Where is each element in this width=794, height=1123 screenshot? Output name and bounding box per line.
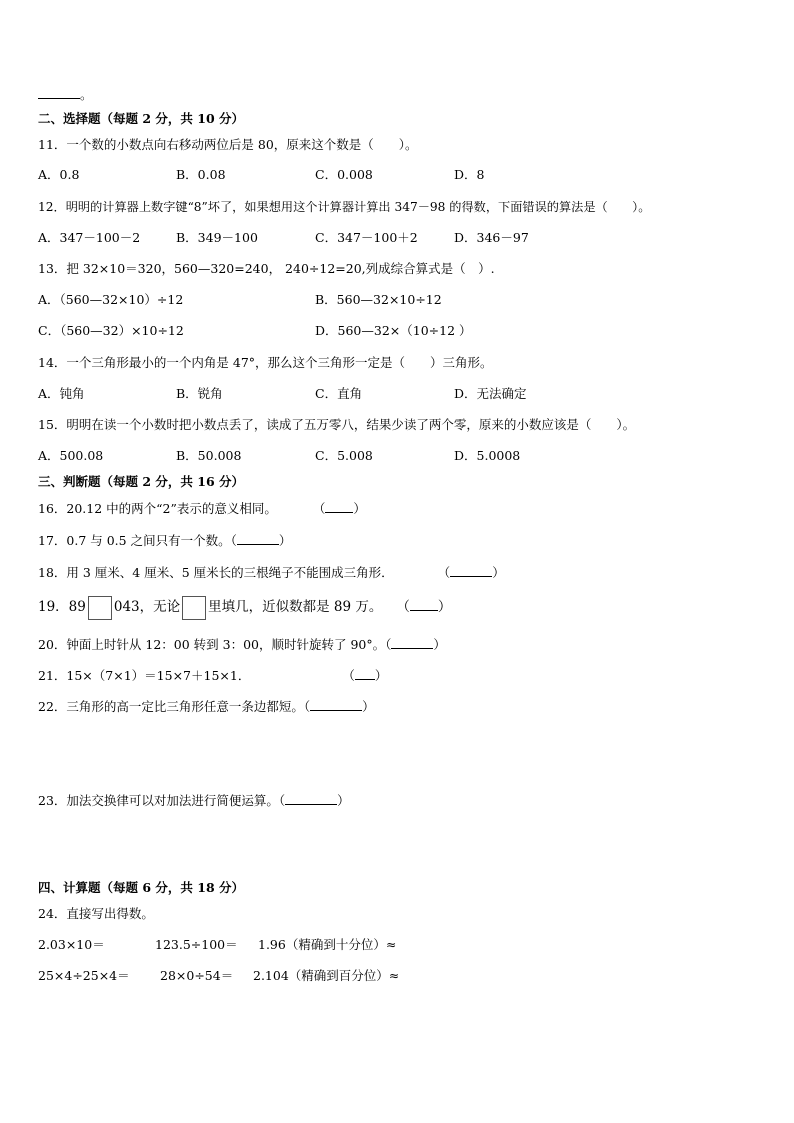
q18-text: 18．用 3 厘米、4 厘米、5 厘米长的三根绳子不能围成三角形．	[38, 565, 394, 580]
question-12: 12．明明的计算器上数字键“8”坏了，如果想用这个计算器计算出 347－98 的得数，下面错误的算法是（ ）。	[38, 200, 651, 214]
q13-option-a: A．（560—32×10）÷12	[38, 292, 184, 307]
answer-blank	[38, 86, 80, 99]
q11-option-b: B．0.08	[176, 167, 226, 182]
q12-option-d: D．346－97	[454, 230, 529, 245]
question-14: 14．一个三角形最小的一个内角是 47°，那么这个三角形一定是（ ）三角形。	[38, 355, 493, 370]
q16-text: 16．20.12 中的两个“2”表示的意义相同。	[38, 501, 277, 516]
calc-item: 28×0÷54＝	[160, 968, 234, 983]
question-24: 24．直接写出得数。	[38, 906, 154, 921]
q11-option-c: C．0.008	[315, 167, 373, 182]
q20-text: 20．钟面上时针从 12：00 转到 3：00，顺时针旋转了 90°。（	[38, 637, 392, 652]
question-21: 21．15×（7×1）＝15×7＋15×1． （ ）	[38, 668, 388, 683]
answer-blank[interactable]	[310, 698, 362, 711]
calc-item: 123.5÷100＝	[155, 937, 238, 952]
question-16: 16．20.12 中的两个“2”表示的意义相同。 （ ）	[38, 501, 366, 516]
section-title-calculation: 四、计算题（每题 6 分，共 18 分）	[38, 880, 245, 895]
question-23: 23．加法交换律可以对加法进行简便运算。（ ）	[38, 793, 350, 808]
q12-option-b: B．349－100	[176, 230, 258, 245]
answer-blank[interactable]	[237, 532, 279, 545]
question-13: 13．把 32×10＝320，560—320=240， 240÷12=20,列成综合算式是（ ）.	[38, 261, 495, 276]
calc-item: 2.104（精确到百分位）≈	[253, 968, 400, 983]
question-18: 18．用 3 厘米、4 厘米、5 厘米长的三根绳子不能围成三角形． （ ）	[38, 565, 505, 580]
q11-option-d: D．8	[454, 167, 485, 182]
answer-blank[interactable]	[410, 598, 438, 611]
prev-question-tail: 。	[38, 86, 93, 103]
question-15: 15．明明在读一个小数时把小数点丢了，读成了五万零八，结果少读了两个零，原来的小数应该是（ ）。	[38, 417, 636, 432]
q15-option-c: C．5.008	[315, 448, 373, 463]
q13-option-b: B．560—32×10÷12	[315, 292, 442, 307]
q15-option-b: B．50.008	[176, 448, 242, 463]
q23-text: 23．加法交换律可以对加法进行简便运算。（	[38, 793, 286, 808]
question-11: 11．一个数的小数点向右移动两位后是 80，原来这个数是（ ）。	[38, 137, 418, 152]
q14-option-d: D．无法确定	[454, 386, 527, 401]
calc-item: 1.96（精确到十分位）≈	[258, 937, 397, 952]
section-title-judgment: 三、判断题（每题 2 分，共 16 分）	[38, 474, 245, 489]
q14-option-b: B．锐角	[176, 386, 223, 401]
q13-option-d: D．560—32×（10÷12 ）	[315, 323, 472, 338]
q12-option-a: A．347－100－2	[38, 230, 141, 245]
section-title-choice: 二、选择题（每题 2 分，共 10 分）	[38, 111, 245, 126]
calc-item: 2.03×10＝	[38, 937, 105, 952]
q14-option-a: A．钝角	[38, 386, 85, 401]
question-17: 17．0.7 与 0.5 之间只有一个数。（ ）	[38, 533, 292, 548]
q11-option-a: A．0.8	[38, 167, 80, 182]
q12-option-c: C．347－100＋2	[315, 230, 418, 245]
answer-blank[interactable]	[355, 667, 375, 680]
q22-text: 22．三角形的高一定比三角形任意一条边都短。（	[38, 699, 311, 714]
digit-box[interactable]	[88, 596, 112, 620]
question-19: 19．89 043，无论 里填几，近似数都是 89 万。 （ ）	[38, 594, 451, 620]
answer-blank[interactable]	[325, 500, 353, 513]
q13-option-c: C．（560—32）×10÷12	[38, 323, 184, 338]
q14-option-c: C．直角	[315, 386, 363, 401]
q17-text: 17．0.7 与 0.5 之间只有一个数。（	[38, 533, 237, 548]
answer-blank[interactable]	[285, 792, 337, 805]
q15-option-d: D．5.0008	[454, 448, 521, 463]
calc-item: 25×4÷25×4＝	[38, 968, 130, 983]
q15-option-a: A．500.08	[38, 448, 104, 463]
q21-text: 21．15×（7×1）＝15×7＋15×1．	[38, 668, 251, 683]
question-20: 20．钟面上时针从 12：00 转到 3：00，顺时针旋转了 90°。（ ）	[38, 637, 446, 652]
answer-blank[interactable]	[391, 636, 433, 649]
answer-blank[interactable]	[450, 564, 492, 577]
question-22: 22．三角形的高一定比三角形任意一条边都短。（ ）	[38, 699, 375, 714]
digit-box[interactable]	[182, 596, 206, 620]
